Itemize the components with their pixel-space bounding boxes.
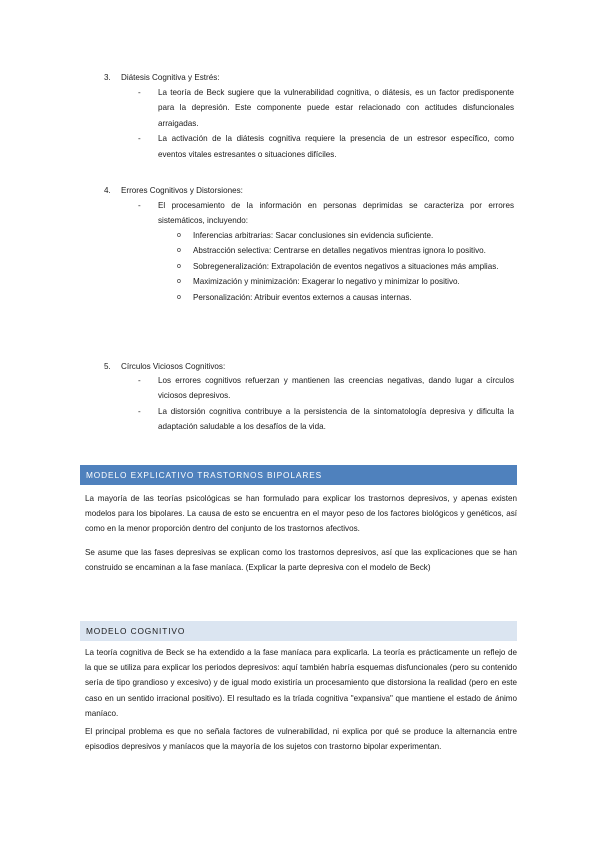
section-4-list <box>138 198 514 229</box>
list-item: o Maximización y minimización: Exagerar lo negativo y minimizar lo positivo. <box>193 274 514 289</box>
list-item: o Personalización: Atribuir eventos externos a causas internas. <box>193 290 514 305</box>
dash-icon: - <box>138 406 141 416</box>
list-item: - La teoría de Beck sugiere que la vulnerabilidad cognitiva, o diátesis, es un factor predisponente para la depresión. Este componente puede estar relacionado con actitudes disfuncionales arraigadas. <box>158 85 514 131</box>
section-3-title: 3. Diátesis Cognitiva y Estrés: <box>104 73 220 82</box>
cognitive-paragraph-1: La teoría cognitiva de Beck se ha extendido a la fase maníaca para explicarla. La teoría es prácticamente un reflejo de la que se utiliza para explicar los periodos depresivos: aquí también habría esquemas disfuncionales (pero su contenido sería de tipo grandioso y excesivo) y de igual modo existiría un procesamiento que distorsiona la realidad (pero en este caso en un sentido irracional positivo). El resultado es la tríada cognitiva "expansiva" que mantiene el estado de ánimo maníaco. <box>85 648 517 718</box>
circle-bullet-icon: o <box>177 247 181 255</box>
dash-icon: - <box>138 88 141 97</box>
list-item: - La activación de la diátesis cognitiva requiere la presencia de un estresor específico, como eventos vitales estresantes o situaciones difíciles. <box>158 131 514 162</box>
list-item: o Sobregeneralización: Extrapolación de eventos negativos a situaciones más amplias. <box>193 259 514 274</box>
list-item: - Los errores cognitivos refuerzan y mantienen las creencias negativas, dando lugar a círculos viciosos depresivos. <box>158 373 514 404</box>
circle-bullet-icon: o <box>177 293 181 301</box>
section-3-list <box>138 85 514 162</box>
circle-bullet-icon: o <box>177 278 181 286</box>
bipolar-heading: MODELO EXPLICATIVO TRASTORNOS BIPOLARES <box>80 465 517 485</box>
dash-icon: - <box>138 134 141 144</box>
dash-icon: - <box>138 376 141 385</box>
cognitive-paragraph-2: El principal problema es que no señala factores de vulnerabilidad, ni explica por qué se produce la alternancia entre episodios depresivos y maníacos que la mayoría de los sujetos con trastorno bipolar experimentan. <box>85 727 517 752</box>
list-item: o Inferencias arbitrarias: Sacar conclusiones sin evidencia suficiente. <box>193 228 514 243</box>
section-4-sublist <box>177 228 514 305</box>
list-item: - La distorsión cognitiva contribuye a la persistencia de la sintomatología depresiva y dificulta la adaptación saludable a los desafíos de la vida. <box>158 404 514 435</box>
circle-bullet-icon: o <box>177 232 181 239</box>
dash-icon: - <box>138 201 141 210</box>
list-item: o Abstracción selectiva: Centrarse en detalles negativos mientras ignora lo positivo. <box>193 243 514 258</box>
circle-bullet-icon: o <box>177 262 181 270</box>
cognitive-model-heading: MODELO COGNITIVO <box>80 621 517 641</box>
bipolar-paragraph-1: La mayoría de las teorías psicológicas se han formulado para explicar los trastornos depresivos, y apenas existen modelos para los bipolares. La causa de esto se encuentra en el mayor peso de los factores biológicos y genéticos, así como en la menor proporción dentro del conjunto de los trastornos afectivos. <box>85 494 517 534</box>
section-5-list <box>138 373 514 435</box>
bipolar-paragraph-2: Se asume que las fases depresivas se explican como los trastornos depresivos, así que las explicaciones que se han construido se encaminan a la fase maníaca. (Explicar la parte depresiva con el modelo de Beck) <box>85 548 517 573</box>
section-4-title: 4. Errores Cognitivos y Distorsiones: <box>104 186 243 195</box>
list-item: - El procesamiento de la información en personas deprimidas se caracteriza por errores sistemáticos, incluyendo: <box>158 198 514 229</box>
section-5-title: 5. Círculos Viciosos Cognitivos: <box>104 362 226 371</box>
